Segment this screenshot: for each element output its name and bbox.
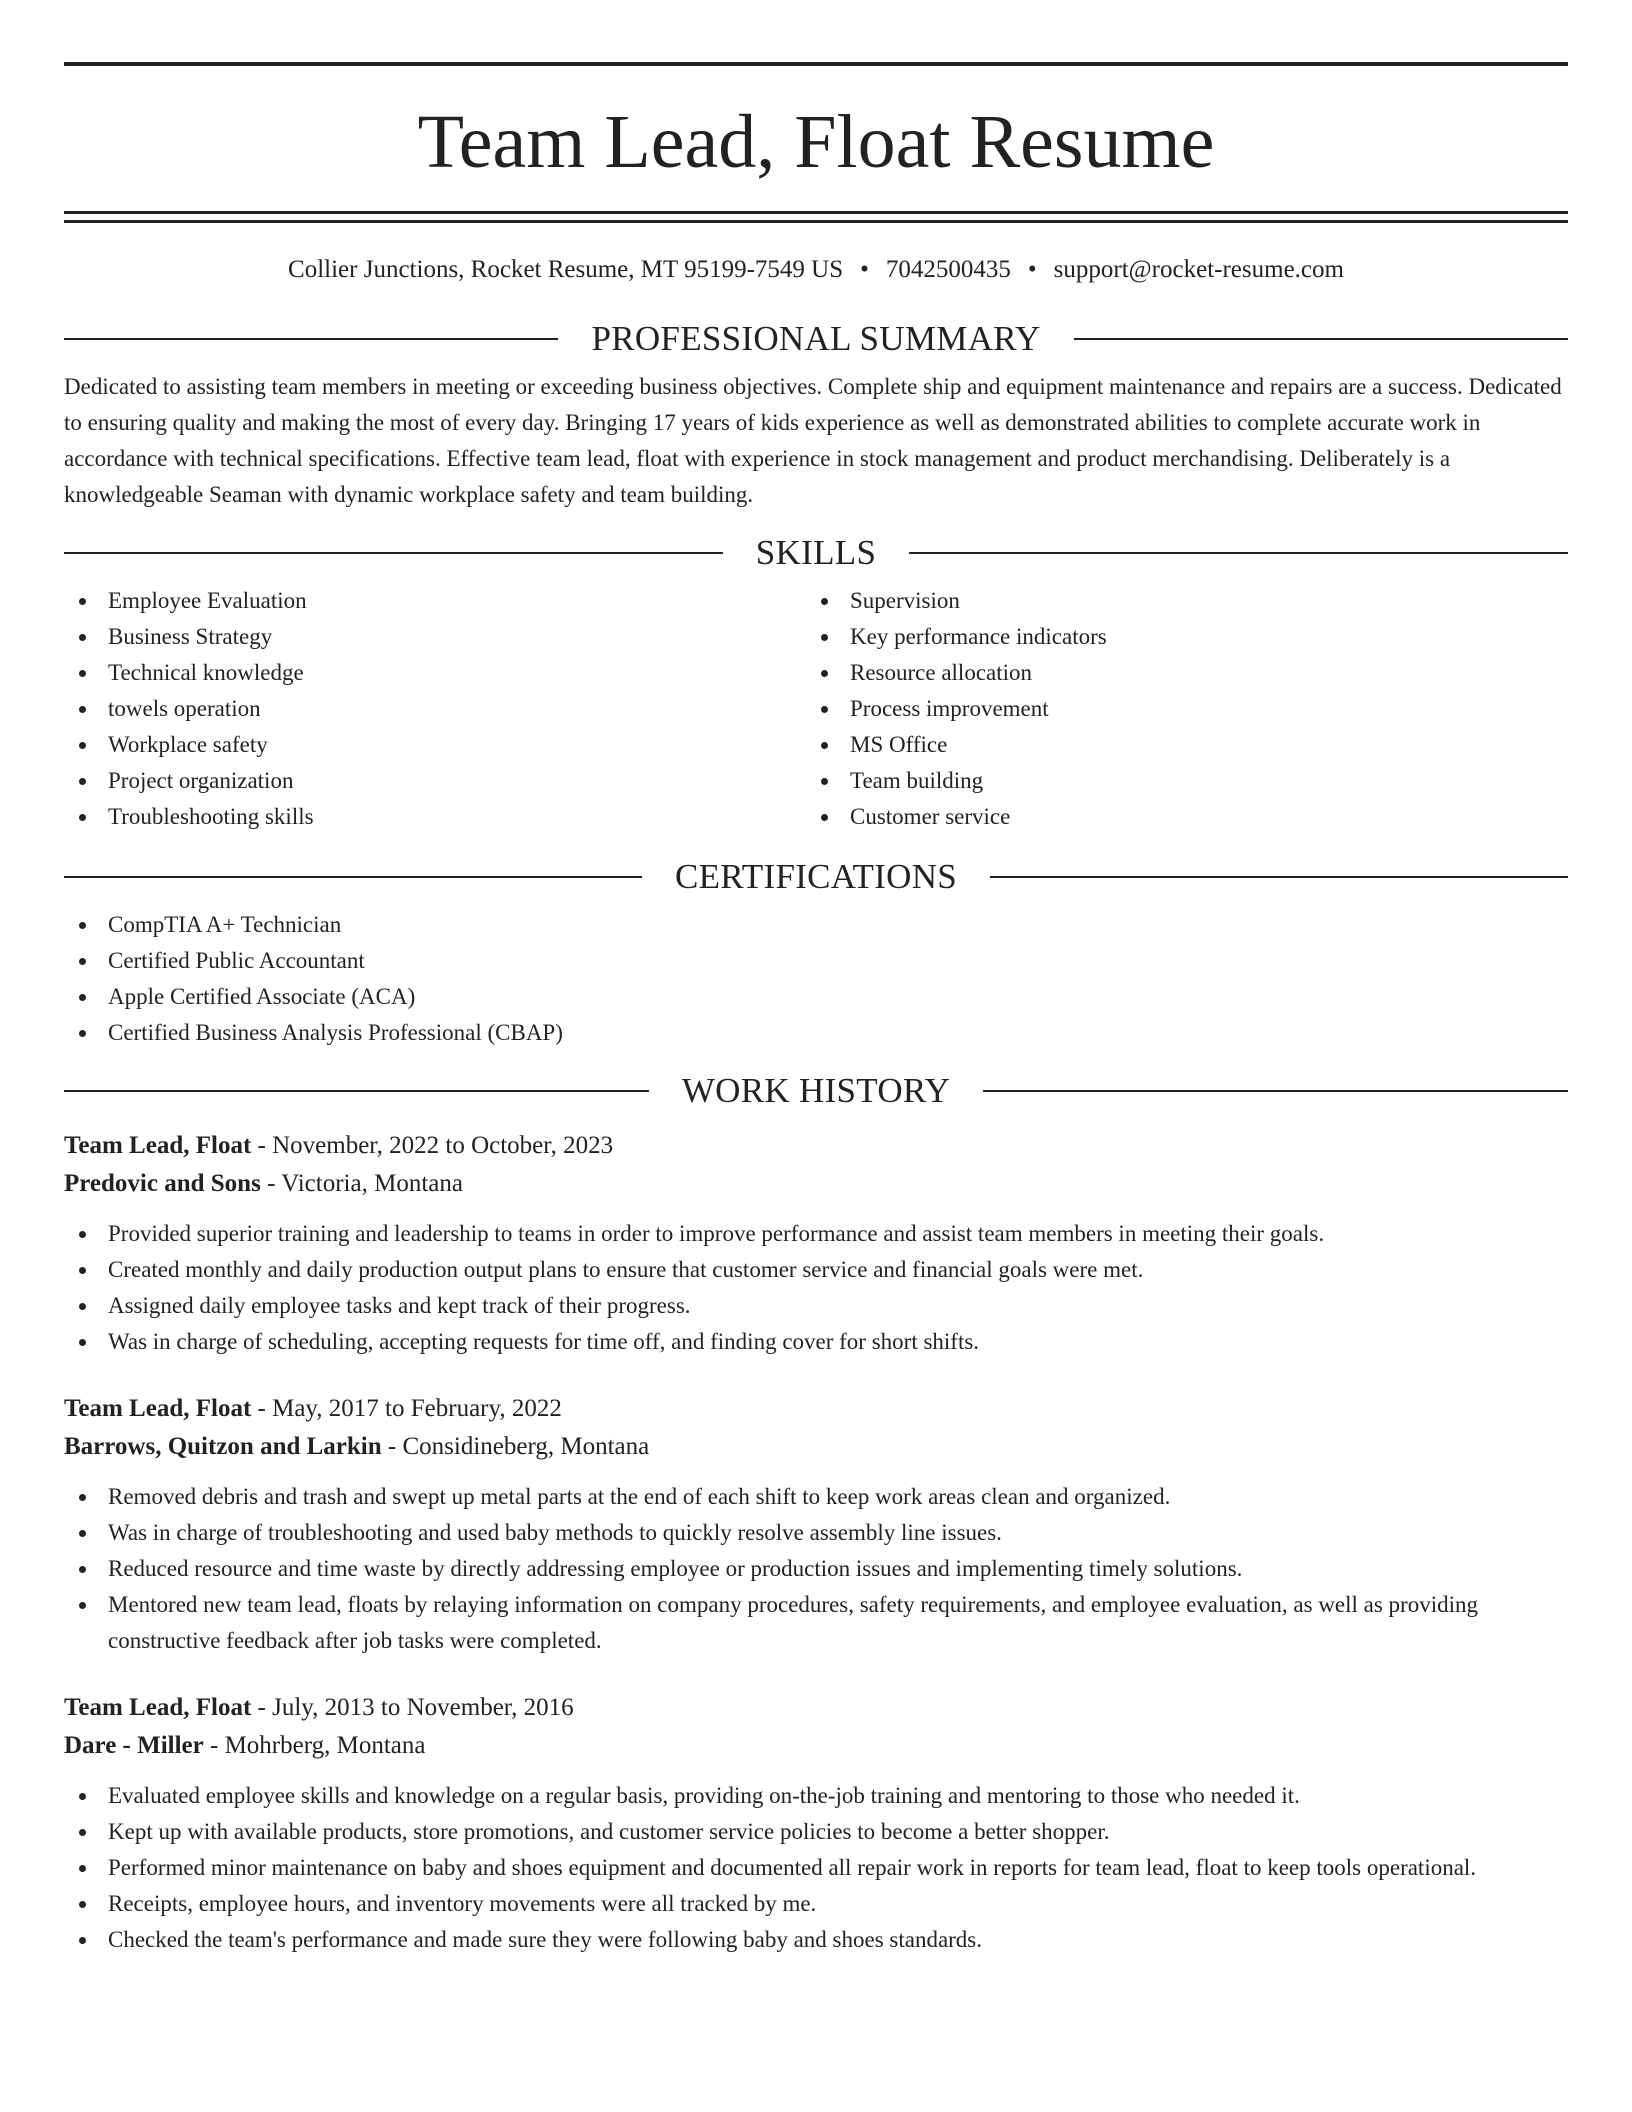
job-location: Mohrberg, Montana xyxy=(224,1732,426,1759)
job-bullet: Was in charge of troubleshooting and used baby methods to quickly resolve assembly line issues. xyxy=(64,1515,1568,1551)
skill-item: Resource allocation xyxy=(806,655,1548,691)
skill-item: Process improvement xyxy=(806,691,1548,727)
job-location: Victoria, Montana xyxy=(281,1170,463,1197)
job-bullet: Reduced resource and time waste by directly addressing employee or production issues and implementing timely solutions. xyxy=(64,1551,1568,1587)
heading-rule xyxy=(64,876,642,878)
certification-item: CompTIA A+ Technician xyxy=(64,907,1568,943)
job-bullet: Performed minor maintenance on baby and shoes equipment and documented all repair work in reports for team lead, float to keep tools operational. xyxy=(64,1850,1568,1886)
skill-item: Key performance indicators xyxy=(806,619,1548,655)
skill-item: Supervision xyxy=(806,583,1548,619)
title-double-rule xyxy=(64,211,1568,223)
job-bullet: Removed debris and trash and swept up metal parts at the end of each shift to keep work areas clean and organized. xyxy=(64,1479,1568,1515)
job-company: Barrows, Quitzon and Larkin xyxy=(64,1433,382,1460)
job-entry xyxy=(64,1689,1568,1958)
job-company-line: Barrows, Quitzon and Larkin - Considineberg, Montana xyxy=(64,1433,650,1460)
section-title: CERTIFICATIONS xyxy=(674,857,958,896)
certifications-heading xyxy=(64,857,1568,897)
skill-item: Business Strategy xyxy=(64,619,806,655)
resume-title: Team Lead, Float Resume xyxy=(417,100,1215,184)
certification-item: Certified Public Accountant xyxy=(64,943,1568,979)
section-title: PROFESSIONAL SUMMARY xyxy=(591,319,1041,358)
job-dates: May, 2017 to February, 2022 xyxy=(272,1395,562,1422)
skill-item: Customer service xyxy=(806,799,1548,835)
skill-item: Technical knowledge xyxy=(64,655,806,691)
job-company: Dare - Miller xyxy=(64,1732,204,1759)
job-company-line: Dare - Miller - Mohrberg, Montana xyxy=(64,1732,426,1759)
job-bullets xyxy=(64,1479,1568,1659)
skill-item: towels operation xyxy=(64,691,806,727)
skill-item: Team building xyxy=(806,763,1548,799)
job-location: Considineberg, Montana xyxy=(402,1433,650,1460)
job-dates: November, 2022 to October, 2023 xyxy=(272,1132,614,1159)
skill-item: MS Office xyxy=(806,727,1548,763)
skill-item: Workplace safety xyxy=(64,727,806,763)
summary-heading xyxy=(64,319,1568,359)
job-bullet: Evaluated employee skills and knowledge on a regular basis, providing on-the-job training and mentoring to those who needed it. xyxy=(64,1778,1568,1814)
certification-item: Apple Certified Associate (ACA) xyxy=(64,979,1568,1015)
section-title: WORK HISTORY xyxy=(681,1071,951,1110)
contact-separator: • xyxy=(1027,256,1037,283)
heading-rule xyxy=(990,876,1568,878)
heading-rule xyxy=(983,1090,1568,1092)
heading-rule xyxy=(64,1090,649,1092)
heading-rule xyxy=(1074,338,1568,340)
contact-email: support@rocket-resume.com xyxy=(1053,256,1344,283)
job-company: Predovic and Sons xyxy=(64,1170,261,1197)
job-entry xyxy=(64,1127,1568,1360)
work-history-heading xyxy=(64,1071,1568,1111)
job-title-line: Team Lead, Float - November, 2022 to October, 2023 xyxy=(64,1132,614,1159)
contact-line xyxy=(64,255,1568,285)
summary-text: Dedicated to assisting team members in meeting or exceeding business objectives. Complete ship and equipment maintenance and repairs are a success. Dedicated to ensuring quality and making the most of every day. Bringing 17 years of kids experience as well as demonstrated abilities to complete accurate work in accordance with technical specifications. Effective team lead, float with experience in stock management and product merchandising. Deliberately is a knowledgeable Seaman with dynamic workplace safety and team building. xyxy=(64,374,1562,507)
job-bullet: Checked the team's performance and made sure they were following baby and shoes standards. xyxy=(64,1922,1568,1958)
job-bullet: Mentored new team lead, floats by relaying information on company procedures, safety requirements, and employee evaluation, as well as providing constructive feedback after job tasks were completed. xyxy=(64,1587,1568,1659)
skill-item: Project organization xyxy=(64,763,806,799)
job-bullet: Kept up with available products, store promotions, and customer service policies to become a better shopper. xyxy=(64,1814,1568,1850)
job-entry xyxy=(64,1390,1568,1659)
job-bullet: Created monthly and daily production output plans to ensure that customer service and financial goals were met. xyxy=(64,1252,1568,1288)
skills-list-left xyxy=(64,583,806,835)
skill-item: Troubleshooting skills xyxy=(64,799,806,835)
job-bullet: Assigned daily employee tasks and kept track of their progress. xyxy=(64,1288,1568,1324)
job-title-line: Team Lead, Float - July, 2013 to November, 2016 xyxy=(64,1694,574,1721)
heading-rule xyxy=(909,552,1568,554)
heading-rule xyxy=(64,552,723,554)
job-bullet: Was in charge of scheduling, accepting requests for time off, and finding cover for short shifts. xyxy=(64,1324,1568,1360)
skills-list-right xyxy=(806,583,1548,835)
job-bullet: Provided superior training and leadership to teams in order to improve performance and assist team members in meeting their goals. xyxy=(64,1216,1568,1252)
job-bullets xyxy=(64,1778,1568,1958)
top-rule xyxy=(64,62,1568,66)
job-title: Team Lead, Float xyxy=(64,1395,252,1422)
contact-separator: • xyxy=(860,256,869,283)
job-company-line: Predovic and Sons - Victoria, Montana xyxy=(64,1170,463,1197)
contact-address: Collier Junctions, Rocket Resume, MT 95199-7549 US xyxy=(288,256,844,283)
contact-phone: 7042500435 xyxy=(885,256,1011,283)
job-dates: July, 2013 to November, 2016 xyxy=(272,1694,574,1721)
job-title: Team Lead, Float xyxy=(64,1694,252,1721)
heading-rule xyxy=(64,338,558,340)
job-bullets xyxy=(64,1216,1568,1360)
certification-item: Certified Business Analysis Professional (CBAP) xyxy=(64,1015,1568,1051)
certifications-list xyxy=(64,907,1568,1051)
job-bullet: Receipts, employee hours, and inventory movements were all tracked by me. xyxy=(64,1886,1568,1922)
skill-item: Employee Evaluation xyxy=(64,583,806,619)
section-title: SKILLS xyxy=(755,533,877,572)
job-title-line: Team Lead, Float - May, 2017 to February, 2022 xyxy=(64,1395,562,1422)
skills-heading xyxy=(64,533,1568,573)
skills-columns xyxy=(64,583,1568,835)
job-title: Team Lead, Float xyxy=(64,1132,252,1159)
